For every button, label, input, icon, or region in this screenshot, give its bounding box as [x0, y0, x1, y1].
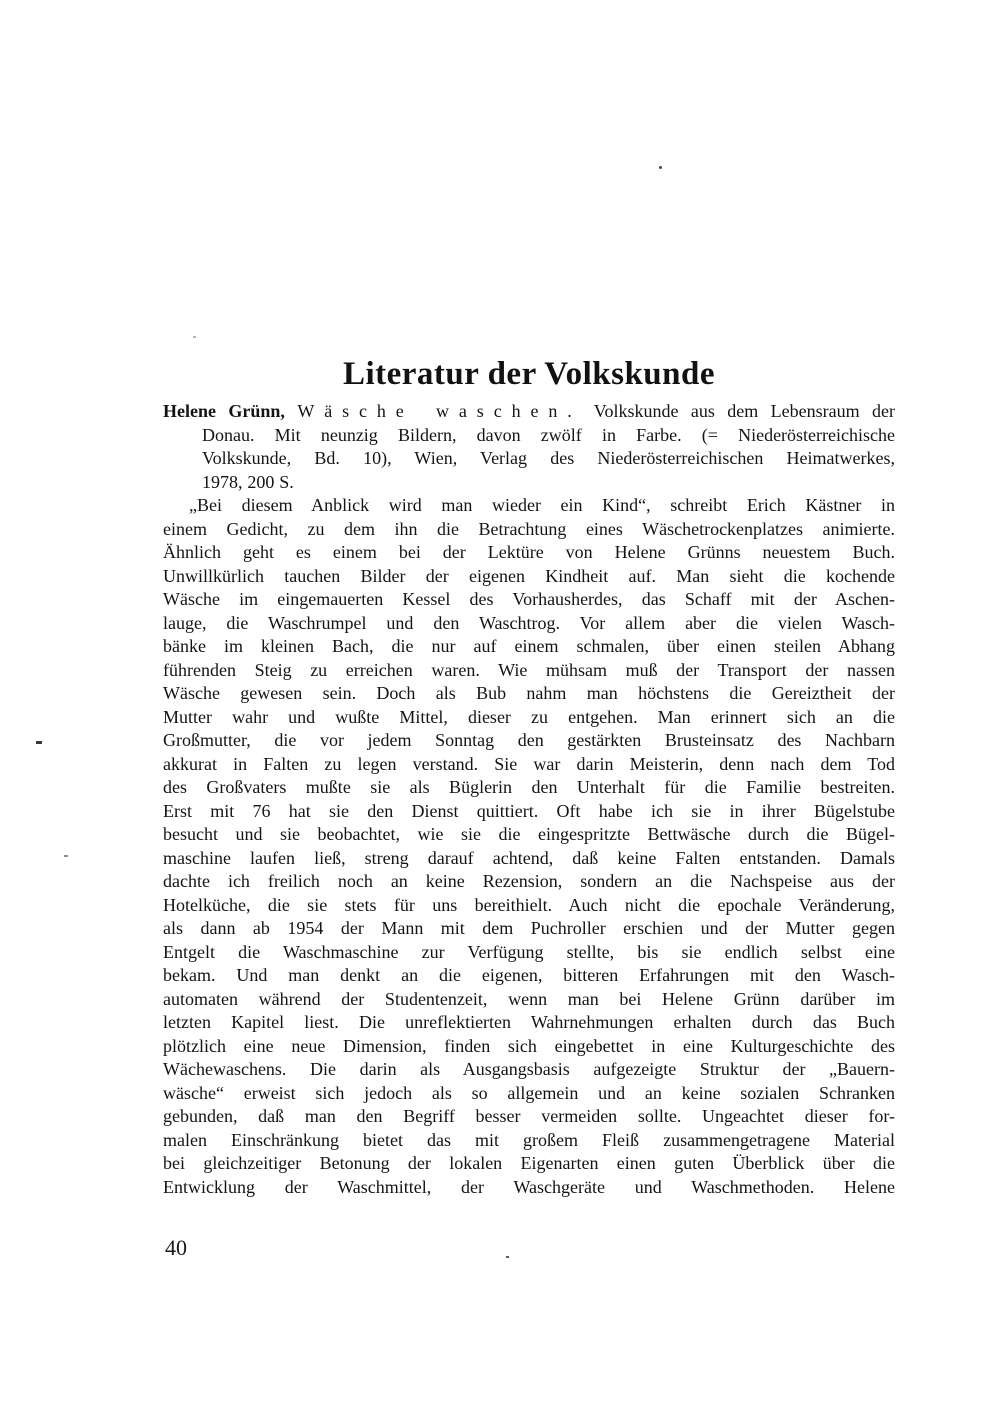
text-line: gebunden, daß man den Begriff besser vermeiden sollte. Ungeachtet dieser for-	[163, 1106, 895, 1126]
text-line: Entgelt die Waschmaschine zur Verfügung stellte, bis sie endlich selbst eine	[163, 941, 895, 962]
text-line: führenden Steig zu erreichen waren. Wie mühsam muß der Transport der nassen	[163, 659, 895, 680]
text-line: Entwicklung der Waschmittel, der Waschgeräte und Waschmethoden. Helene	[163, 1176, 895, 1197]
text-line: Mutter wahr und wußte Mittel, dieser zu entgehen. Man erinnert sich an die	[163, 706, 895, 727]
text-line: einem Gedicht, zu dem ihn die Betrachtung eines Wäschetrockenplatzes animierte.	[163, 518, 895, 539]
text-line: Erst mit 76 hat sie den Dienst quittiert. Oft habe ich sie in ihrer Bügelstube	[163, 800, 895, 821]
scan-speck	[506, 1256, 509, 1258]
text-line: maschine laufen ließ, streng darauf achtend, daß keine Falten entstanden. Damals	[163, 847, 895, 868]
text-line: Unwillkürlich tauchen Bilder der eigenen Kindheit auf. Man sieht die kochende	[163, 565, 895, 586]
text-line: als dann ab 1954 der Mann mit dem Puchroller erschien und der Mutter gegen	[163, 918, 895, 938]
reference-subtitle: Volkskunde aus dem Lebensraum der	[593, 401, 895, 421]
reference-entry	[163, 400, 895, 494]
page-number: 40	[165, 1235, 187, 1260]
text-line: Wäsche gewesen sein. Doch als Bub nahm man höchstens die Gereiztheit der	[163, 683, 895, 703]
reference-continuation	[163, 424, 895, 495]
text-column	[163, 400, 895, 1199]
reference-first-line	[163, 400, 895, 424]
scan-speck	[193, 336, 196, 338]
text-line: bekam. Und man denkt an die eigenen, bitteren Erfahrungen mit den Wasch-	[163, 965, 895, 985]
reference-book-title: Wäsche waschen.	[297, 401, 582, 421]
text-line: „Bei diesem Anblick wird man wieder ein Kind“, schreibt Erich Kästner in	[189, 495, 895, 515]
text-line: 1978, 200 S.	[202, 471, 294, 492]
text-line: Volkskunde, Bd. 10), Wien, Verlag des Niederösterreichischen Heimatwerkes,	[202, 448, 895, 468]
text-line: automaten während der Studentenzeit, wenn man bei Helene Grünn darüber im	[163, 988, 895, 1009]
text-line: Wäsche im eingemauerten Kessel des Vorhausherdes, das Schaff mit der Aschen-	[163, 589, 895, 609]
text-line: bei gleichzeitiger Betonung der lokalen Eigenarten einen guten Überblick über die	[163, 1153, 895, 1173]
text-line: besucht und sie beobachtet, wie sie die eingespritzte Bettwäsche durch die Bügel-	[163, 824, 895, 844]
page-title: Literatur der Volkskunde	[342, 356, 716, 393]
text-line: Donau. Mit neunzig Bildern, davon zwölf in Farbe. (= Niederösterreichische	[202, 424, 895, 445]
text-line: malen Einschränkung bietet das mit großem Fleiß zusammengetragene Material	[163, 1129, 895, 1150]
text-line: des Großvaters mußte sie als Büglerin den Unterhalt für die Familie bestreiten.	[163, 777, 895, 797]
text-line: dachte ich freilich noch an keine Rezension, sondern an die Nachspeise aus der	[163, 871, 895, 891]
scan-speck	[36, 741, 42, 744]
review-paragraph	[163, 494, 895, 1199]
text-line: wäsche“ erweist sich jedoch als so allgemein und an keine sozialen Schranken	[163, 1082, 895, 1103]
text-line: lauge, die Waschrumpel und den Waschtrog. Vor allem aber die vielen Wasch-	[163, 612, 895, 633]
text-line: plötzlich eine neue Dimension, finden sich eingebettet in eine Kulturgeschichte des	[163, 1035, 895, 1056]
scan-speck	[659, 166, 662, 169]
text-line: Ähnlich geht es einem bei der Lektüre von Helene Grünns neuestem Buch.	[163, 542, 895, 562]
text-line: Hotelküche, die sie stets für uns bereithielt. Auch nicht die epochale Veränderung,	[163, 894, 895, 915]
text-line: letzten Kapitel liest. Die unreflektierten Wahrnehmungen erhalten durch das Buch	[163, 1012, 895, 1032]
scan-speck	[64, 855, 68, 857]
text-line: bänke im kleinen Bach, die nur auf einem schmalen, über einen steilen Abhang	[163, 636, 895, 656]
text-line: akkurat in Falten zu legen verstand. Sie war darin Meisterin, denn nach dem Tod	[163, 753, 895, 774]
text-line: Wächewaschens. Die darin als Ausgangsbasis aufgezeigte Struktur der „Bauern-	[163, 1059, 895, 1079]
reference-author: Helene Grünn,	[163, 401, 285, 421]
text-line: Großmutter, die vor jedem Sonntag den gestärkten Brusteinsatz des Nachbarn	[163, 730, 895, 750]
